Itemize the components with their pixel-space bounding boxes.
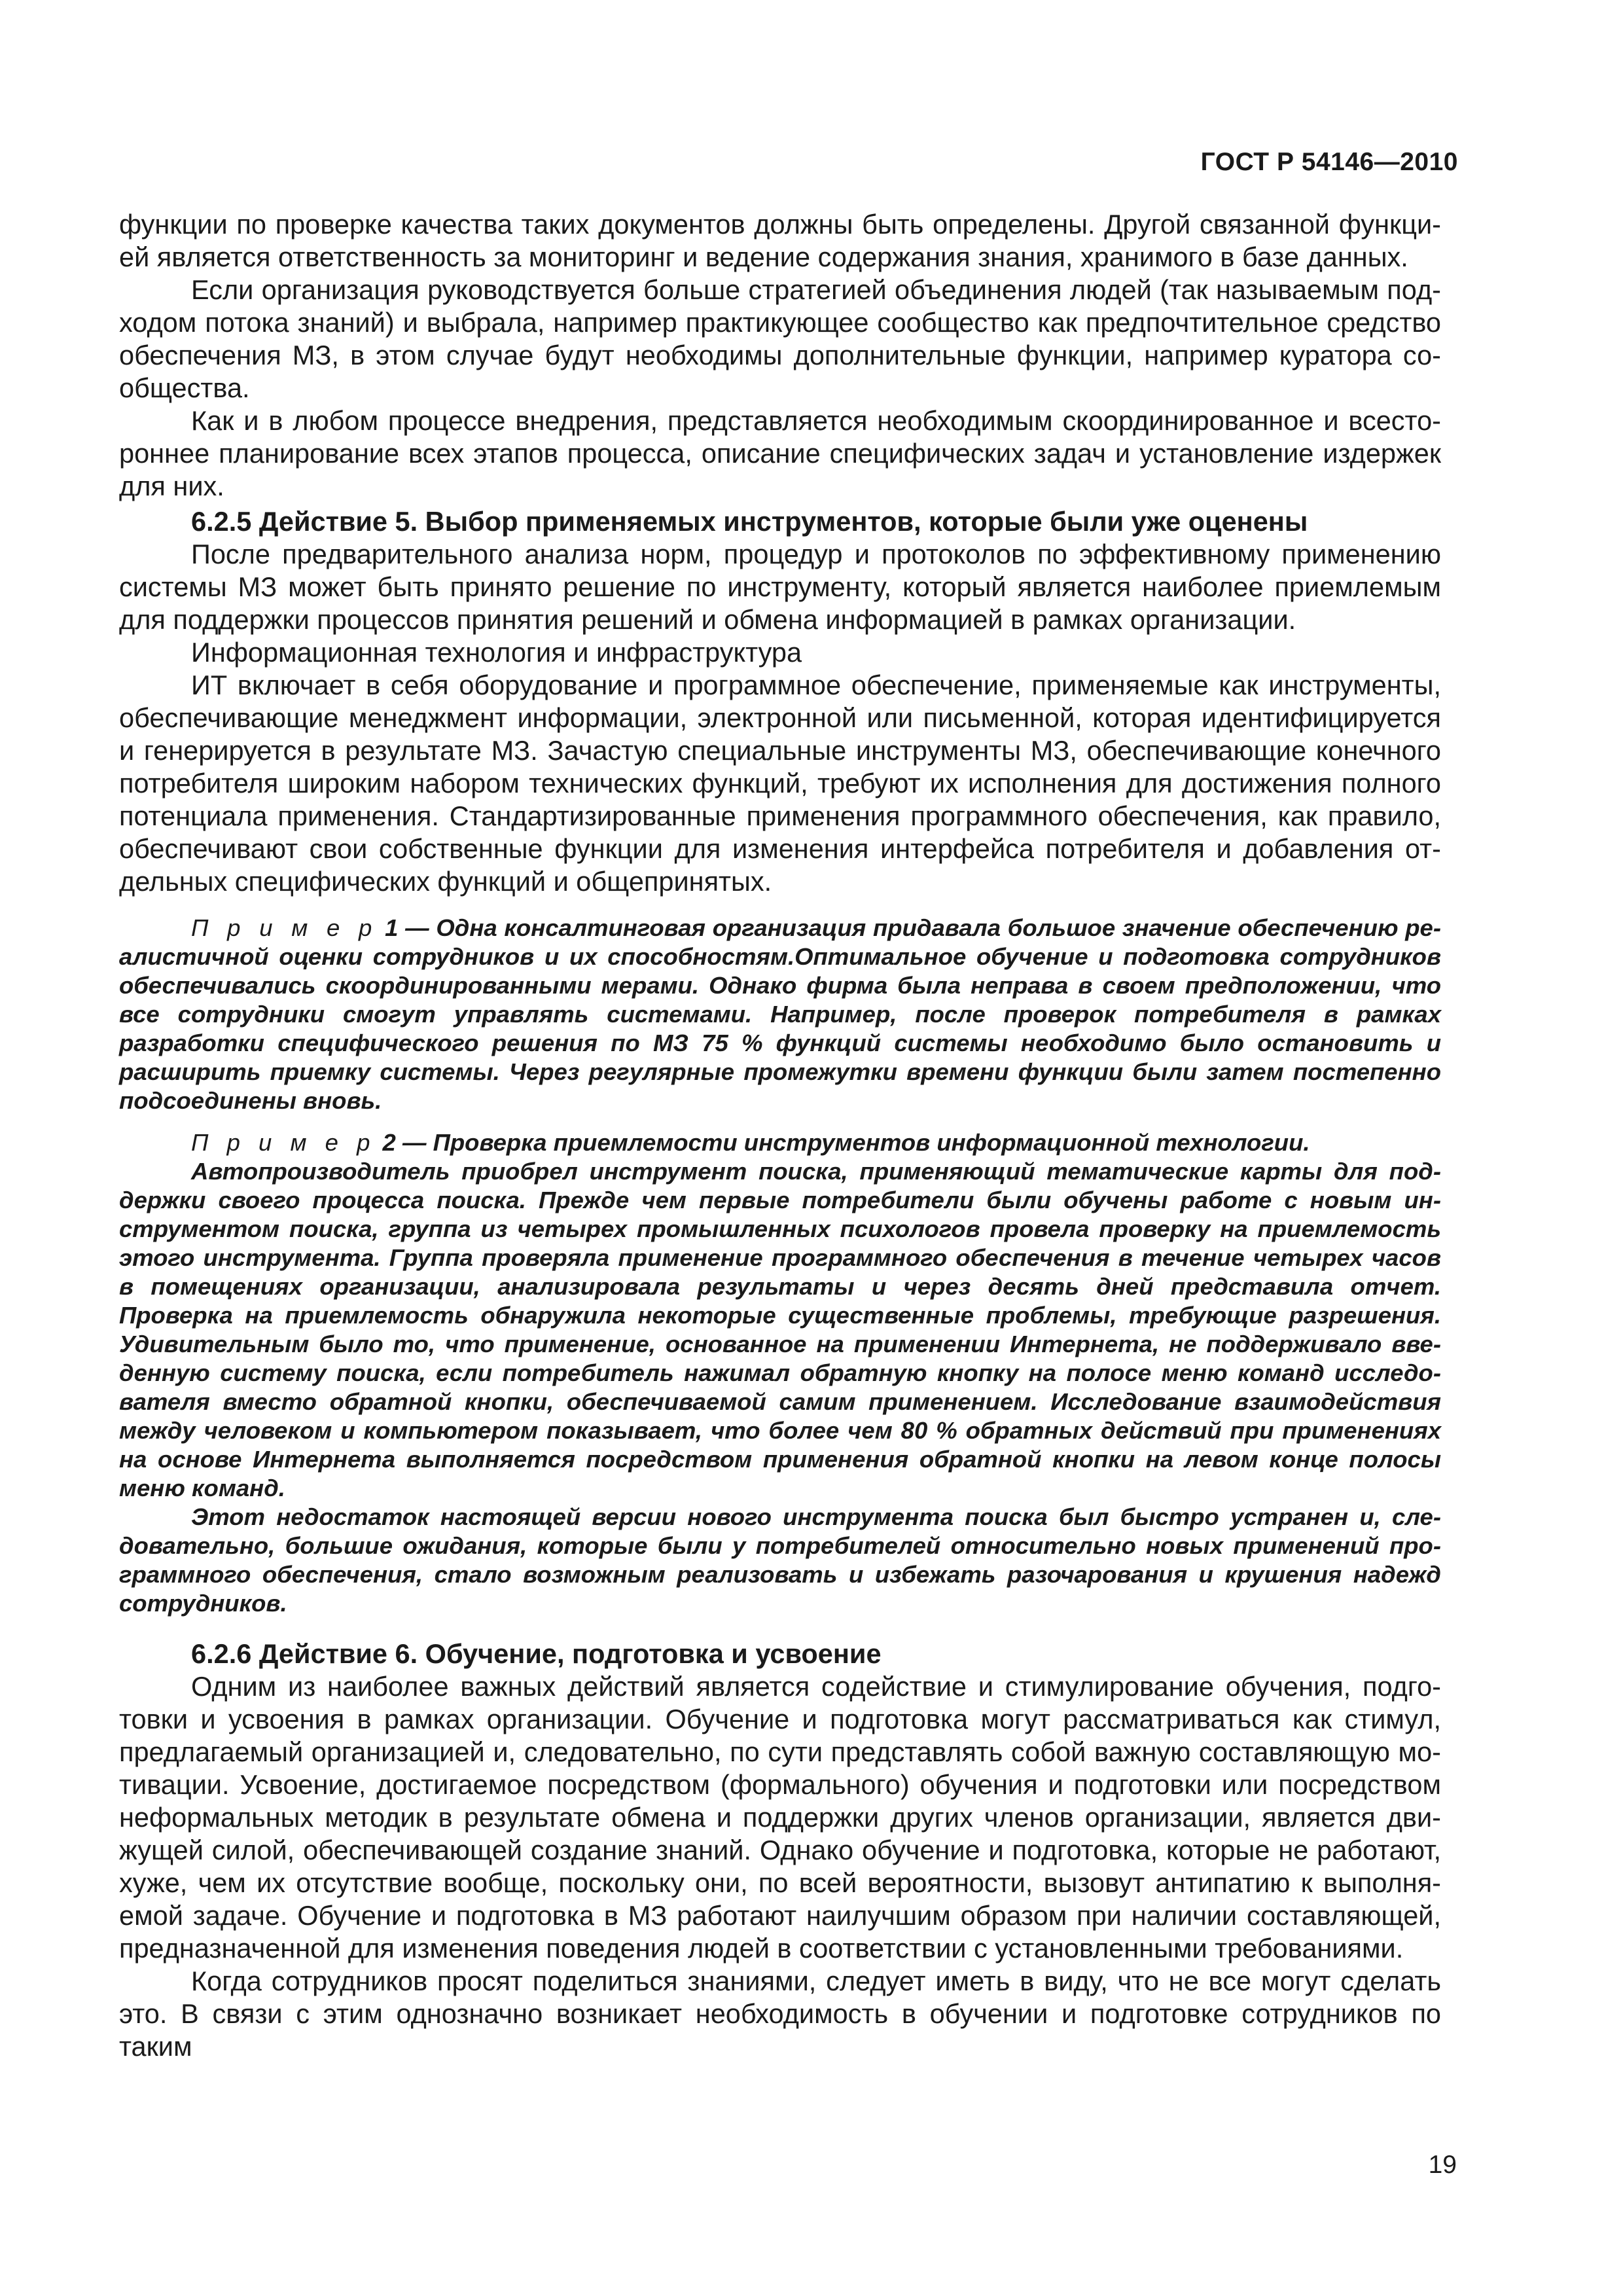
paragraph-it-subtitle: Информационная технология и инфраструктура (191, 637, 802, 668)
paragraph-continuation: функции по проверке качества таких документов должны быть определены. Другой связанной функцией является ответственность за мониторинг и ведение содержания знания, хранимого в базе данных. (119, 209, 1441, 272)
paragraph-planning: Как и в любом процессе внедрения, представляется необходимым скоординированное и всестороннее планирование всех этапов процесса, описание специфических задач и установление издержек для них. (119, 405, 1441, 501)
section-heading-6-2-6: 6.2.6 Действие 6. Обучение, подготовка и усвоение (191, 1638, 882, 1669)
example-2-conclusion: Этот недостаток настоящей версии нового инструмента поиска был быстро устранен и, следовательно, большие ожидания, которые были у потребителей относительно новых применений программного обеспечения, стало возможным реализовать и избежать разочарования и крушения надежд сотрудников. (119, 1503, 1441, 1617)
paragraph-it-description: ИТ включает в себя оборудование и программное обеспечение, применяемые как инструменты, обеспечивающие менеджмент информации, электронной или письменной, которая идентифицируется и генерируется в результате МЗ. Зачастую специальные инструменты МЗ, обеспечивающие конечного потребителя широким набором технических функций, требуют их исполнения для достижения полного потенциала применения. Стандартизированные применения программного обеспечения, как правило, обеспечивают свои собственные функции для изменения интерфейса потребителя и добавления отдельных специфических функций и общепринятых. (119, 670, 1441, 897)
paragraph-strategy: Если организация руководствуется больше стратегией объединения людей (так называемым подходом потока знаний) и выбрала, например практикующее сообщество как предпочтительное средство обеспечения МЗ, в этом случае будут необходимы дополнительные функции, например куратора сообщества. (119, 274, 1441, 403)
example-2-title (119, 1128, 1441, 1157)
paragraph-training: Одним из наиболее важных действий является содействие и стимулирование обучения, подготовки и усвоения в рамках организации. Обучение и подготовка могут рассматриваться как стимул, предлагаемый организацией и, следовательно, по сути представлять собой важную составляющую мотивации. Усвоение, достигаемое посредством (формального) обучения и подготовки или посредством неформальных методик в результате обмена и поддержки других членов организации, является движущей силой, обеспечивающей создание знаний. Однако обучение и подготовка, которые не работают, хуже, чем их отсутствие вообще, поскольку они, по всей вероятности, вызовут антипатию к выполняемой задаче. Обучение и подготовка в МЗ работают наилучшим образом при наличии составляющей, предназначенной для изменения поведения людей в соответствии с установленными требованиями. (119, 1671, 1441, 1964)
page-content (119, 208, 1441, 2063)
standard-header: ГОСТ Р 54146—2010 (1200, 148, 1458, 176)
example-1-label: П р и м е р (191, 914, 378, 941)
paragraph-sharing-knowledge: Когда сотрудников просят поделиться знаниями, следует иметь в виду, что не все могут сделать это. В связи с этим однозначно возникает необходимость в обучении и подготовке сотрудников по таким (119, 1965, 1441, 2062)
section-heading-6-2-5: 6.2.5 Действие 5. Выбор применяемых инструментов, которые были уже оценены (191, 506, 1308, 537)
page-number: 19 (1428, 2151, 1457, 2179)
example-1 (119, 914, 1441, 1115)
example-2-body: Автопроизводитель приобрел инструмент поиска, применяющий тематические карты для поддержки своего процесса поиска. Прежде чем первые потребители были обучены работе с новым инструментом поиска, группа из четырех промышленных психологов провела проверку на приемлемость этого инструмента. Группа проверяла применение программного обеспечения в течение четырех часов в помещениях организации, анализировала результаты и через десять дней представила отчет. Проверка на приемлемость обнаружила некоторые существенные проблемы, требующие разрешения. Удивительным было то, что применение, основанное на применении Интернета, не поддерживало введенную систему поиска, если потребитель нажимал обратную кнопку на полосе меню команд исследователя вместо обратной кнопки, обеспечиваемой самим применением. Исследование взаимодействия между человеком и компьютером показывает, что более чем 80 % обратных действий при применениях на основе Интернета выполняется посредством применения обратной кнопки на левом конце полосы меню команд. (119, 1158, 1441, 1501)
example-2-label: П р и м е р (191, 1129, 376, 1156)
example-2-heading: 2 — Проверка приемлемости инструментов информационной технологии. (382, 1129, 1310, 1156)
example-1-text: 1 — Одна консалтинговая организация придавала большое значение обеспечению реалистичной оценки сотрудников и их способностям.Оптимальное обучение и подготовка сотрудников обеспечивались скоординированными мерами. Однако фирма была неправа в своем предположении, что все сотрудники смогут управлять системами. Например, после проверок потребителя в рамках разработки специфического решения по МЗ 75 % функций системы необходимо было остановить и расширить приемку системы. Через регулярные промежутки времени функции были затем постепенно подсоединены вновь. (119, 914, 1441, 1114)
paragraph-tool-decision: После предварительного анализа норм, процедур и протоколов по эффективному применению системы МЗ может быть принято решение по инструменту, который является наиболее приемлемым для поддержки процессов принятия решений и обмена информацией в рамках организации. (119, 539, 1441, 635)
